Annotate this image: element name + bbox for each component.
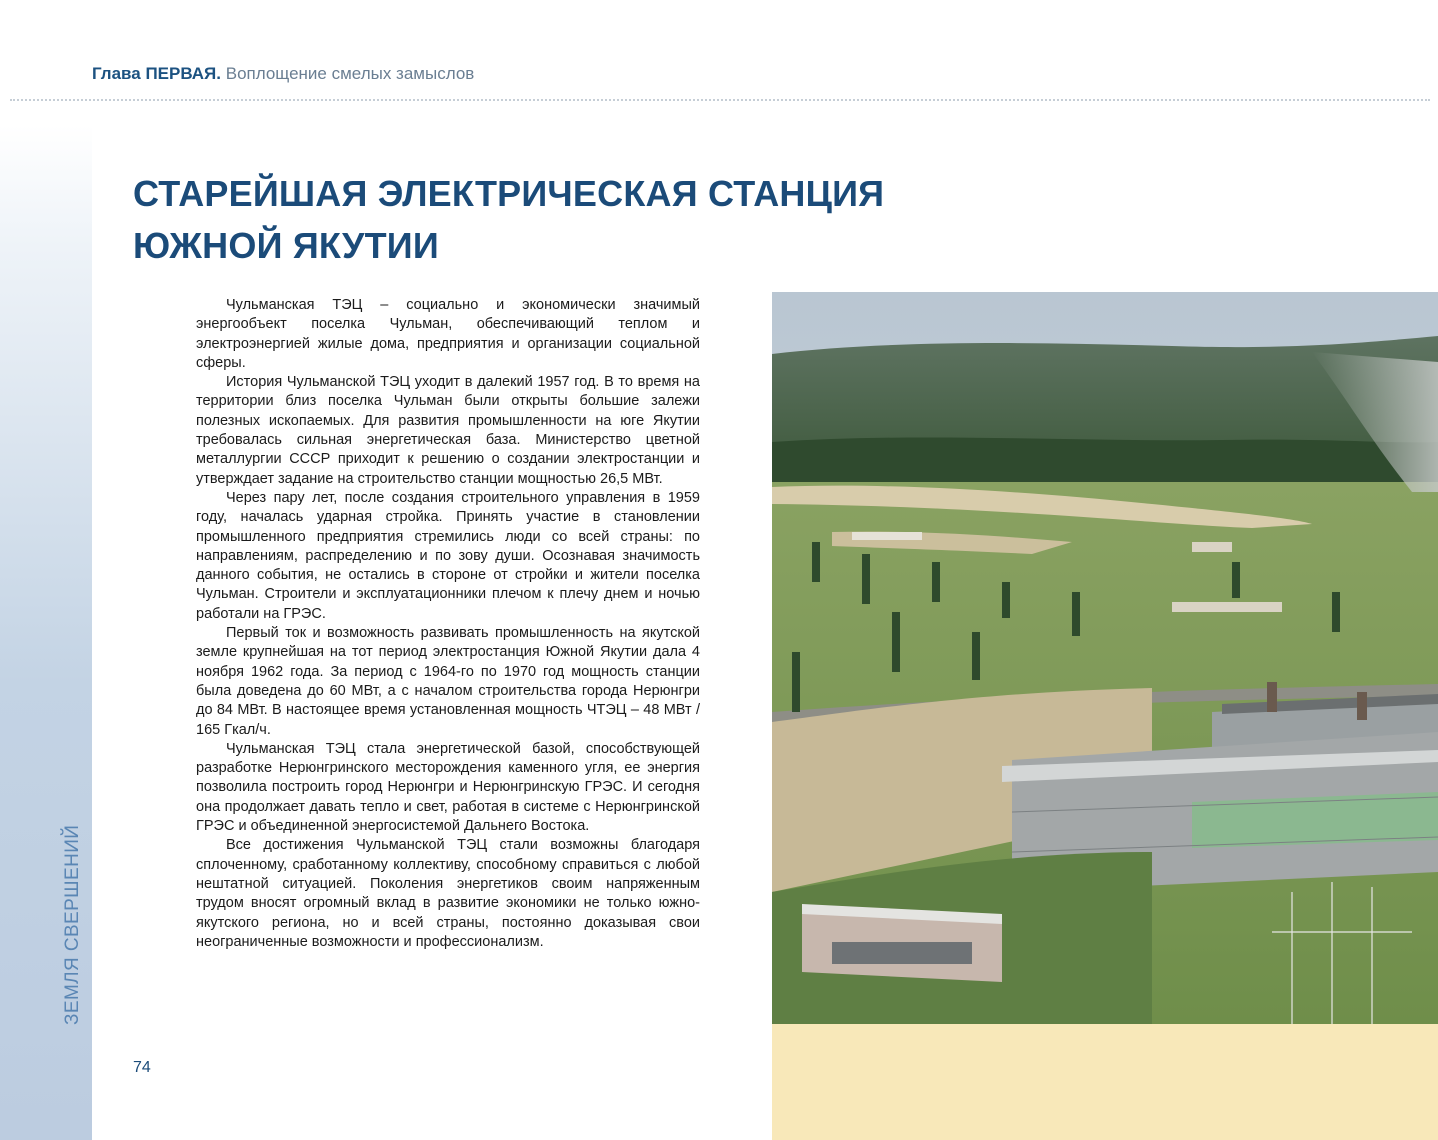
article-body [196, 296, 700, 952]
paragraph-2: История Чульманской ТЭЦ уходит в далекий 1957 год. В то время на территории близ поселка Чульман были открыты большие залежи полезных ископаемых. Для развития промышленности на юге Якутии требовалась сильная энергетическая база. Министерство цветной металлургии СССР приходит к решению о создании электростанции и утверждает задание на строительство станции мощностью 26,5 МВт. [196, 374, 700, 487]
paragraph-5: Чульманская ТЭЦ стала энергетической базой, способствующей разработке Нерюнгринского месторождения каменного угля, ее энергия позволила построить город Нерюнгри и Нерюнгринскую ГРЭС. И сегодня она продолжает давать тепло и свет, работая в системе с Нерюнгринской ГРЭС и объединенной энергосистемой Дальнего Востока. [196, 740, 700, 835]
side-section-label: ЗЕМЛЯ СВЕРШЕНИЙ [62, 824, 83, 1025]
paragraph-6: Все достижения Чульманской ТЭЦ стали возможны благодаря сплоченному, сработанному коллективу, способному справиться с любой нештатной ситуацией. Поколения энергетиков своим напряженным трудом вносят огромный вклад в развитие экономики не только южно-якутского региона, но и всей страны, постоянно доказывая свои неограниченные возможности и профессионализм. [196, 837, 700, 950]
chapter-label: Глава ПЕРВАЯ. [92, 64, 221, 83]
paragraph-4: Первый ток и возможность развивать промышленность на якутской земле крупнейшая на тот период электростанция Южной Якутии дала 4 ноября 1962 года. За период с 1964-го по 1970 год мощность станции была доведена до 60 МВт, а с началом строительства города Нерюнгри до 84 МВт. В настоящее время установленная мощность ЧТЭЦ – 48 МВт / 165 Гкал/ч. [196, 625, 700, 738]
page-number: 74 [133, 1059, 151, 1076]
page-title-line2: ЮЖНОЙ ЯКУТИИ [133, 225, 439, 266]
paragraph-1: Чульманская ТЭЦ – социально и экономически значимый энергообъект поселка Чульман, обеспечивающий теплом и электроэнергией жилые дома, предприятия и организации социальной сферы. [196, 297, 700, 371]
power-plant-aerial-photo [772, 292, 1438, 1024]
page-title-line1: СТАРЕЙШАЯ ЭЛЕКТРИЧЕСКАЯ СТАНЦИЯ [133, 173, 885, 214]
chapter-title: Воплощение смелых замыслов [225, 64, 475, 83]
chapter-header [92, 64, 474, 84]
paragraph-3: Через пару лет, после создания строительного управления в 1959 году, началась ударная стройка. Принять участие в становлении промышленного предприятия стремились люди со всей страны: по направлениям, распределению и по зову души. Осознавая значимость данного события, не остались в стороне от стройки и жители поселка Чульман. Строители и эксплуатационники плечом к плечу днем и ночью работали на ГРЭС. [196, 489, 700, 622]
page-title [133, 168, 884, 272]
header-divider [10, 99, 1430, 101]
cream-color-panel [772, 1024, 1438, 1140]
